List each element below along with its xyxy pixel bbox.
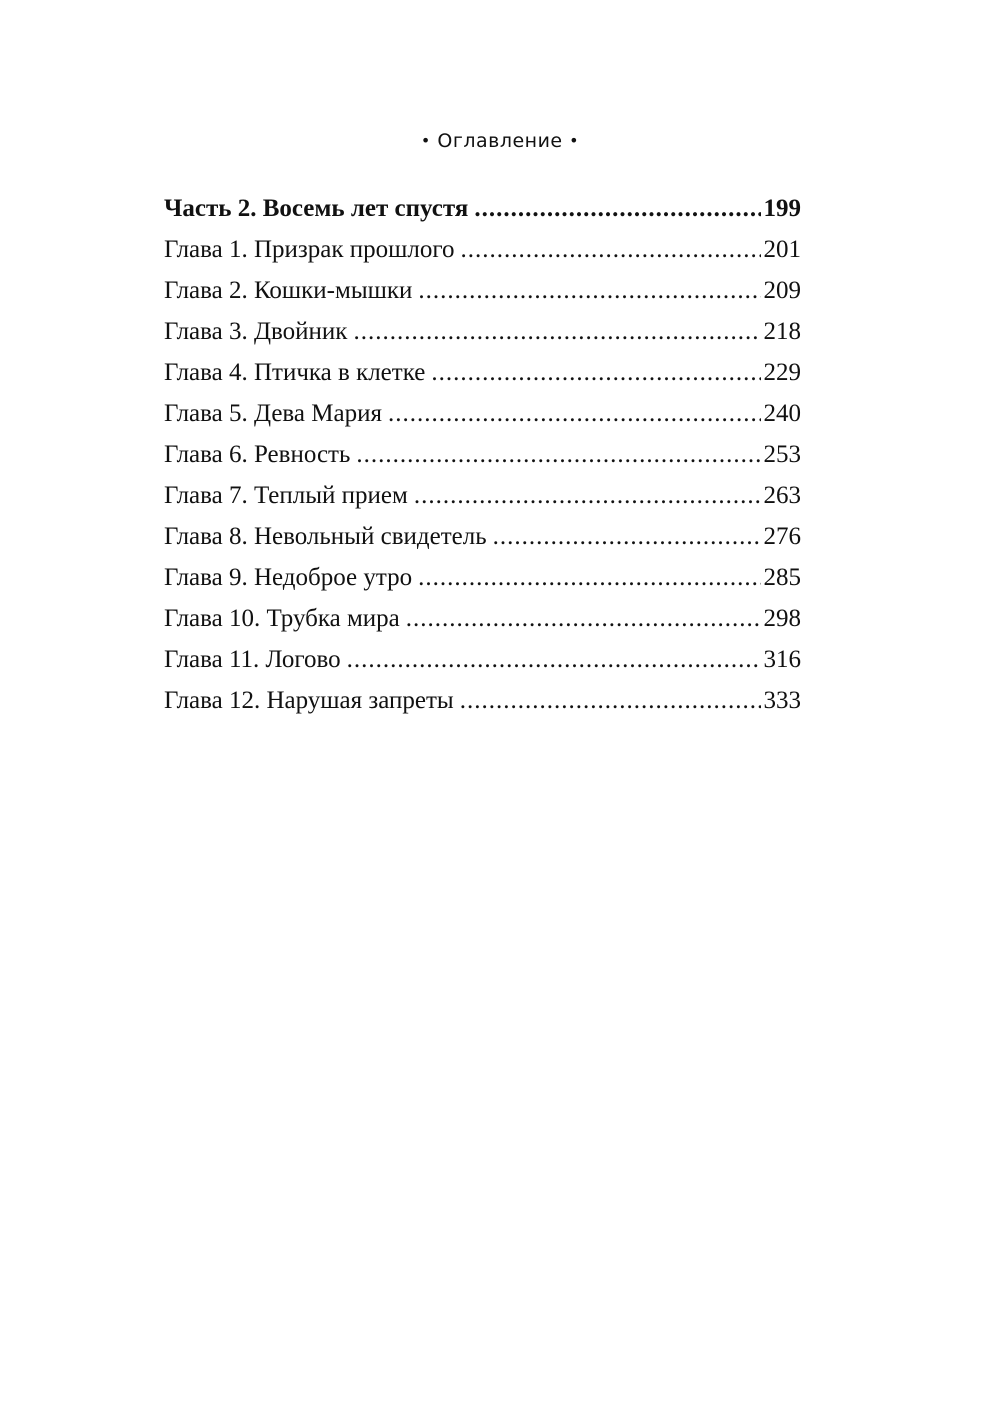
toc-chapter-entry[interactable] [164,598,801,639]
dot-leader [474,188,760,229]
toc-entry-page: 316 [763,646,801,673]
toc-entry-title: Глава 7. Теплый прием [164,482,408,509]
toc-chapter-entry[interactable] [164,393,801,434]
toc-chapter-entry[interactable] [164,352,801,393]
toc-entry-title: Глава 10. Трубка мира [164,605,400,632]
toc-chapter-entry[interactable] [164,557,801,598]
toc-entry-title: Глава 8. Невольный свидетель [164,523,487,550]
running-head [0,124,1000,159]
toc-entry-page: 199 [763,195,801,222]
toc-entry-page: 240 [763,400,801,427]
dot-leader [418,557,760,598]
toc-entry-page: 285 [763,564,801,591]
toc-entry-page: 201 [763,236,801,263]
dot-leader [353,311,760,352]
dot-leader [356,434,760,475]
toc-chapter-entry[interactable] [164,475,801,516]
toc-entry-title: Глава 3. Двойник [164,318,348,345]
toc-part-entry[interactable] [164,188,801,229]
dot-leader [461,229,761,270]
toc-entry-title: Глава 9. Недоброе утро [164,564,413,591]
toc-chapter-entry[interactable] [164,434,801,475]
toc-entry-page: 209 [763,277,801,304]
dot-leader [418,270,760,311]
toc-chapter-entry[interactable] [164,270,801,311]
table-of-contents [164,188,801,721]
dot-leader [347,639,761,680]
toc-chapter-entry[interactable] [164,516,801,557]
toc-chapter-entry[interactable] [164,311,801,352]
toc-entry-page: 333 [763,687,801,714]
bullet-right: • [569,131,580,150]
toc-chapter-entry[interactable] [164,680,801,721]
toc-entry-title: Глава 5. Дева Мария [164,400,382,427]
toc-entry-title: Глава 1. Призрак прошлого [164,236,455,263]
dot-leader [414,475,761,516]
toc-entry-page: 263 [763,482,801,509]
toc-entry-page: 276 [763,523,801,550]
toc-entry-title: Глава 6. Ревность [164,441,351,468]
toc-entry-page: 298 [763,605,801,632]
toc-entry-title: Глава 4. Птичка в клетке [164,359,426,386]
dot-leader [406,598,761,639]
dot-leader [431,352,760,393]
toc-entry-page: 253 [763,441,801,468]
toc-chapter-entry[interactable] [164,229,801,270]
running-head-title: Оглавление [437,130,563,152]
toc-entry-title: Часть 2. Восемь лет спустя [164,195,469,222]
toc-entry-page: 218 [763,318,801,345]
toc-entry-title: Глава 11. Логово [164,646,341,673]
dot-leader [493,516,761,557]
toc-entry-title: Глава 2. Кошки-мышки [164,277,413,304]
toc-entry-page: 229 [763,359,801,386]
toc-entry-title: Глава 12. Нарушая запреты [164,687,454,714]
bullet-left: • [420,131,431,150]
dot-leader [460,680,761,721]
toc-chapter-entry[interactable] [164,639,801,680]
dot-leader [388,393,761,434]
